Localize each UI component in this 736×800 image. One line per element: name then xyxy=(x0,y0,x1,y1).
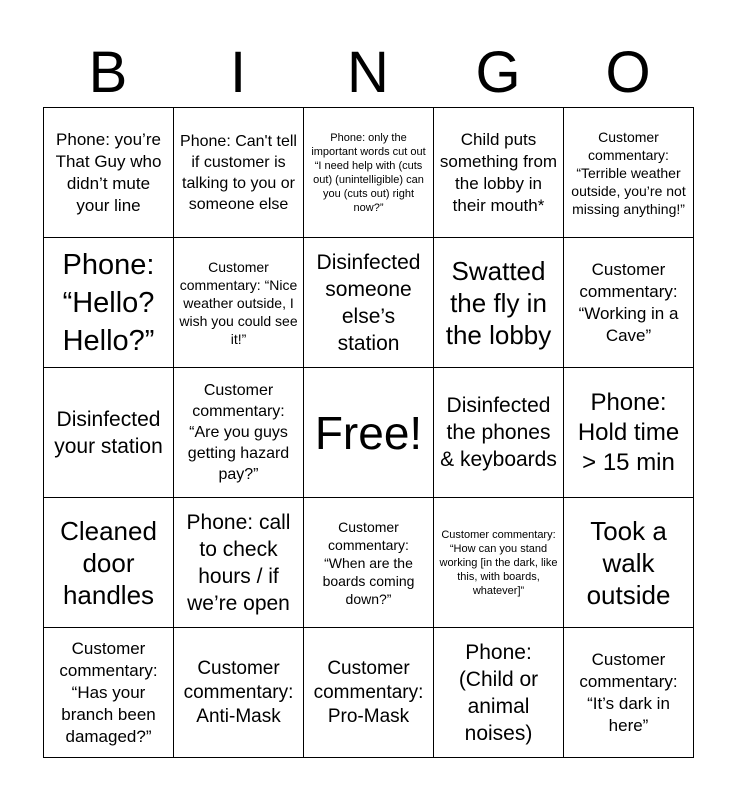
bingo-cell[interactable]: Customer commentary: “It’s dark in here” xyxy=(564,628,694,758)
bingo-row-4 xyxy=(44,498,694,628)
bingo-cell[interactable]: Phone: (Child or animal noises) xyxy=(434,628,564,758)
header-letter-n: N xyxy=(347,40,389,105)
bingo-cell[interactable]: Phone: you’re That Guy who didn’t mute your line xyxy=(44,108,174,238)
header-letter-i: I xyxy=(229,40,247,105)
bingo-cell[interactable]: Customer commentary: “Working in a Cave” xyxy=(564,238,694,368)
bingo-card xyxy=(43,107,694,758)
bingo-cell[interactable]: Customer commentary: “Are you guys getting hazard pay?” xyxy=(174,368,304,498)
bingo-cell[interactable]: Customer commentary: “When are the boards coming down?” xyxy=(304,498,434,628)
bingo-header xyxy=(43,40,693,106)
bingo-cell[interactable]: Customer commentary: “How can you stand working [in the dark, like this, with boards, whatever]” xyxy=(434,498,564,628)
bingo-cell[interactable]: Disinfected the phones & keyboards xyxy=(434,368,564,498)
bingo-cell[interactable]: Swatted the fly in the lobby xyxy=(434,238,564,368)
bingo-cell[interactable]: Phone: call to check hours / if we’re open xyxy=(174,498,304,628)
bingo-row-3 xyxy=(44,368,694,498)
bingo-cell[interactable]: Took a walk outside xyxy=(564,498,694,628)
bingo-row-5 xyxy=(44,628,694,758)
bingo-cell[interactable]: Customer commentary: “Has your branch been damaged?” xyxy=(44,628,174,758)
header-letter-b: B xyxy=(88,40,128,105)
bingo-cell-free[interactable]: Free! xyxy=(304,368,434,498)
header-letter-o: O xyxy=(605,40,651,105)
bingo-cell[interactable]: Disinfected your station xyxy=(44,368,174,498)
bingo-cell[interactable]: Customer commentary: “Nice weather outside, I wish you could see it!” xyxy=(174,238,304,368)
bingo-cell[interactable]: Phone: Can't tell if customer is talking to you or someone else xyxy=(174,108,304,238)
bingo-cell[interactable]: Phone: Hold time > 15 min xyxy=(564,368,694,498)
bingo-cell[interactable]: Customer commentary: “Terrible weather outside, you’re not missing anything!” xyxy=(564,108,694,238)
bingo-row-2 xyxy=(44,238,694,368)
bingo-cell[interactable]: Disinfected someone else’s station xyxy=(304,238,434,368)
bingo-cell[interactable]: Cleaned door handles xyxy=(44,498,174,628)
bingo-cell[interactable]: Phone: only the important words cut out “I need help with (cuts out) (unintelligible) can you (cuts out) right now?” xyxy=(304,108,434,238)
bingo-cell[interactable]: Phone: “Hello? Hello?” xyxy=(44,238,174,368)
bingo-cell[interactable]: Child puts something from the lobby in their mouth* xyxy=(434,108,564,238)
header-letter-g: G xyxy=(475,40,521,105)
bingo-row-1 xyxy=(44,108,694,238)
bingo-cell[interactable]: Customer commentary: Pro-Mask xyxy=(304,628,434,758)
bingo-cell[interactable]: Customer commentary: Anti-Mask xyxy=(174,628,304,758)
